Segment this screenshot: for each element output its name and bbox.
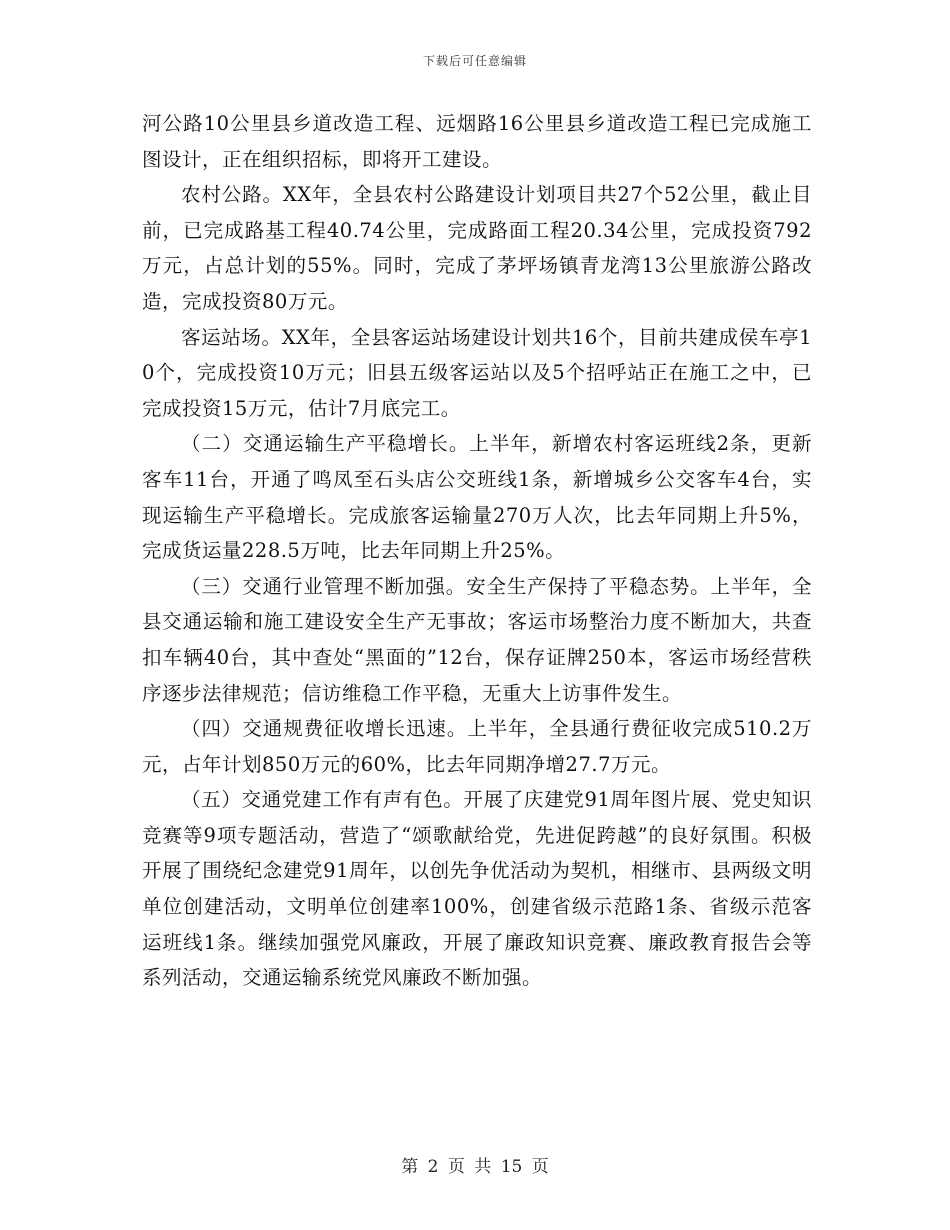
paragraph-passenger-stations: 客运站场。XX年，全县客运站场建设计划共16个，目前共建成侯车亭10个，完成投资10万元；旧县五级客运站以及5个招呼站正在施工之中，已完成投资15万元，估计7月底完工。 — [142, 325, 812, 420]
page-number: 第 2 页 共 15 页 — [401, 1157, 549, 1177]
paragraph-party-building: （五）交通党建工作有声有色。开展了庆建党91周年图片展、党史知识竞赛等9项专题活动，营造了“颂歌献给党，先进促跨越”的良好氛围。积极开展了围绕纪念建党91周年，以创先争优活动为契机，相继市、县两级文明单位创建活动，文明单位创建率100%，创建省级示范路1条、省级示范客运班线1条。继续加强党风廉政，开展了廉政知识竞赛、廉政教育报告会等系列活动，交通运输系统党风廉政不断加强。 — [142, 788, 812, 990]
paragraph-fee-collection: （四）交通规费征收增长迅速。上半年，全县通行费征收完成510.2万元，占年计划850万元的60%，比去年同期净增27.7万元。 — [142, 717, 812, 776]
paragraph-rural-roads: 农村公路。XX年，全县农村公路建设计划项目共27个52公里，截止目前，已完成路基工程40.74公里，完成路面工程20.34公里，完成投资792万元，占总计划的55%。同时，完成了茅坪场镇青龙湾13公里旅游公路改造，完成投资80万元。 — [142, 183, 812, 313]
paragraph-industry-management: （三）交通行业管理不断加强。安全生产保持了平稳态势。上半年，全县交通运输和施工建设安全生产无事故；客运市场整治力度不断加大，共查扣车辆40台，其中查处“黑面的”12台，保存证牌250本，客运市场经营秩序逐步法律规范；信访维稳工作平稳，无重大上访事件发生。 — [142, 574, 812, 705]
document-body — [142, 106, 812, 996]
page-header: 下载后可任意编辑 — [422, 54, 527, 68]
paragraph-transport-production: （二）交通运输生产平稳增长。上半年，新增农村客运班线2条，更新客车11台，开通了鸣凤至石头店公交班线1条，新增城乡公交客车4台，实现运输生产平稳增长。完成旅客运输量270万人次，比去年同期上升5%，完成货运量228.5万吨，比去年同期上升25%。 — [142, 432, 812, 563]
paragraph-road-projects: 河公路10公里县乡道改造工程、远烟路16公里县乡道改造工程已完成施工图设计，正在组织招标，即将开工建设。 — [142, 112, 812, 171]
